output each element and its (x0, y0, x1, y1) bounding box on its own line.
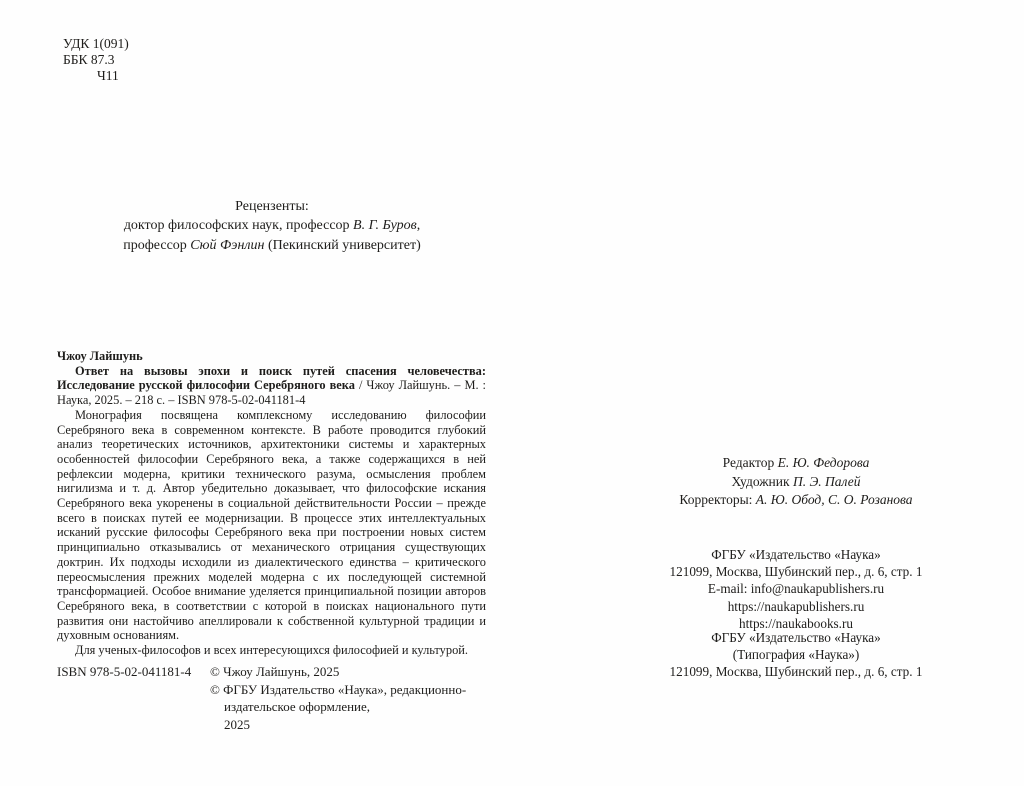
printing-house-address: 121099, Москва, Шубинский пер., д. 6, стр. 1 (669, 664, 923, 680)
proofreaders-names: А. Ю. Обод, С. О. Розанова (755, 492, 913, 508)
card-author: Чжоу Лайшунь (57, 349, 143, 363)
udk-code: УДК 1(091) (63, 36, 129, 51)
copyright-holder-publisher: © ФГБУ Издательство «Наука», редакционно- (210, 681, 467, 697)
audience-paragraph: Для ученых-философов и всех интересующихся философией и культурой. (75, 643, 468, 658)
card-title-line (57, 364, 486, 408)
annotation-paragraph: Монография посвящена комплексному исследованию философии Серебряного века в современном контексте. В работе проводится глубокий анализ теоретических источников, архитектоники системы и характерных особенностей философии Серебряного века, а также содержащихся в ней рефлексии модерна, критики технического разума, осмысления проблем нигилизма и т. д. Автор убедительно доказывает, что философские искания Серебряного века укоренены в социальной действительности России – прежде всего в поисках путей ее модернизации. В процессе этих интеллектуальных исканий русские философы Серебряного века при построении новых систем принципиально отказывались от механического отрицания существующих доктрин. Их подходы исходили из диалектического единства – критического переосмысления прежних моделей модерна с их последующей системной трансформацией. Особое внимание уделяется принципиальной позиции авторов Серебряного века, в соответствии с которой в поисках национального пути развития они настойчиво апеллировали к собственной культурной традиции и духовным основаниям. (57, 407, 486, 643)
proofreaders-label: Корректоры: (679, 492, 756, 508)
publisher-email: E-mail: info@naukapublishers.ru (707, 581, 885, 597)
production-credits (600, 454, 992, 510)
copyright-holder-publisher-cont: издательское оформление, (224, 699, 371, 715)
publisher-name: ФГБУ «Издательство «Наука» (711, 547, 881, 562)
publisher-url-2: https://naukabooks.ru (739, 615, 853, 631)
reviewer-2-name: Сюй Фэнлин (190, 237, 265, 253)
publisher-url-1: https://naukapublishers.ru (727, 598, 865, 614)
reviewer-2-affiliation: (Пекинский университет) (264, 237, 421, 253)
reviewer-1-suffix: , (416, 218, 421, 234)
author-mark-code: Ч11 (97, 68, 119, 83)
reviewer-1-title: доктор философских наук, профессор (123, 218, 354, 234)
bbk-code: ББК 87.3 (63, 52, 115, 67)
copyright-year: 2025 (224, 716, 250, 732)
isbn-number: ISBN 978-5-02-041181-4 (57, 664, 192, 679)
artist-name: П. Э. Палей (792, 473, 861, 489)
reviewer-line-1 (57, 216, 487, 235)
reviewers-heading: Рецензенты: (235, 199, 309, 214)
editor-line (600, 454, 992, 473)
reviewers-block (57, 197, 487, 255)
editor-label: Редактор (722, 455, 778, 470)
copyright-holder-author: © Чжоу Лайшунь, 2025 (210, 664, 340, 679)
card-imprint: / Чжоу Лайшунь. – М. : Наука, 2025. – 218 с. – ISBN 978-5-02-041181-4 (57, 378, 486, 408)
printing-house-block (600, 629, 992, 681)
catalog-card (57, 349, 486, 658)
classification-block (63, 36, 129, 84)
artist-line (600, 473, 992, 492)
printing-house-name: ФГБУ «Издательство «Наука» (711, 630, 881, 645)
publisher-contact-block (600, 546, 992, 632)
reviewer-2-title: профессор (123, 237, 191, 253)
proofreaders-line (600, 491, 992, 510)
printing-house-type: (Типография «Наука») (732, 647, 860, 663)
reviewer-1-name: В. Г. Буров (353, 218, 417, 234)
book-title: Ответ на вызовы эпохи и поиск путей спасения человечества: Исследование русской философии Серебряного века (57, 363, 486, 393)
copyright-block (210, 663, 466, 733)
reviewer-line-2 (57, 236, 487, 255)
editor-name: Е. Ю. Федорова (777, 455, 870, 470)
artist-label: Художник (731, 473, 793, 489)
publisher-address: 121099, Москва, Шубинский пер., д. 6, стр. 1 (669, 564, 923, 580)
